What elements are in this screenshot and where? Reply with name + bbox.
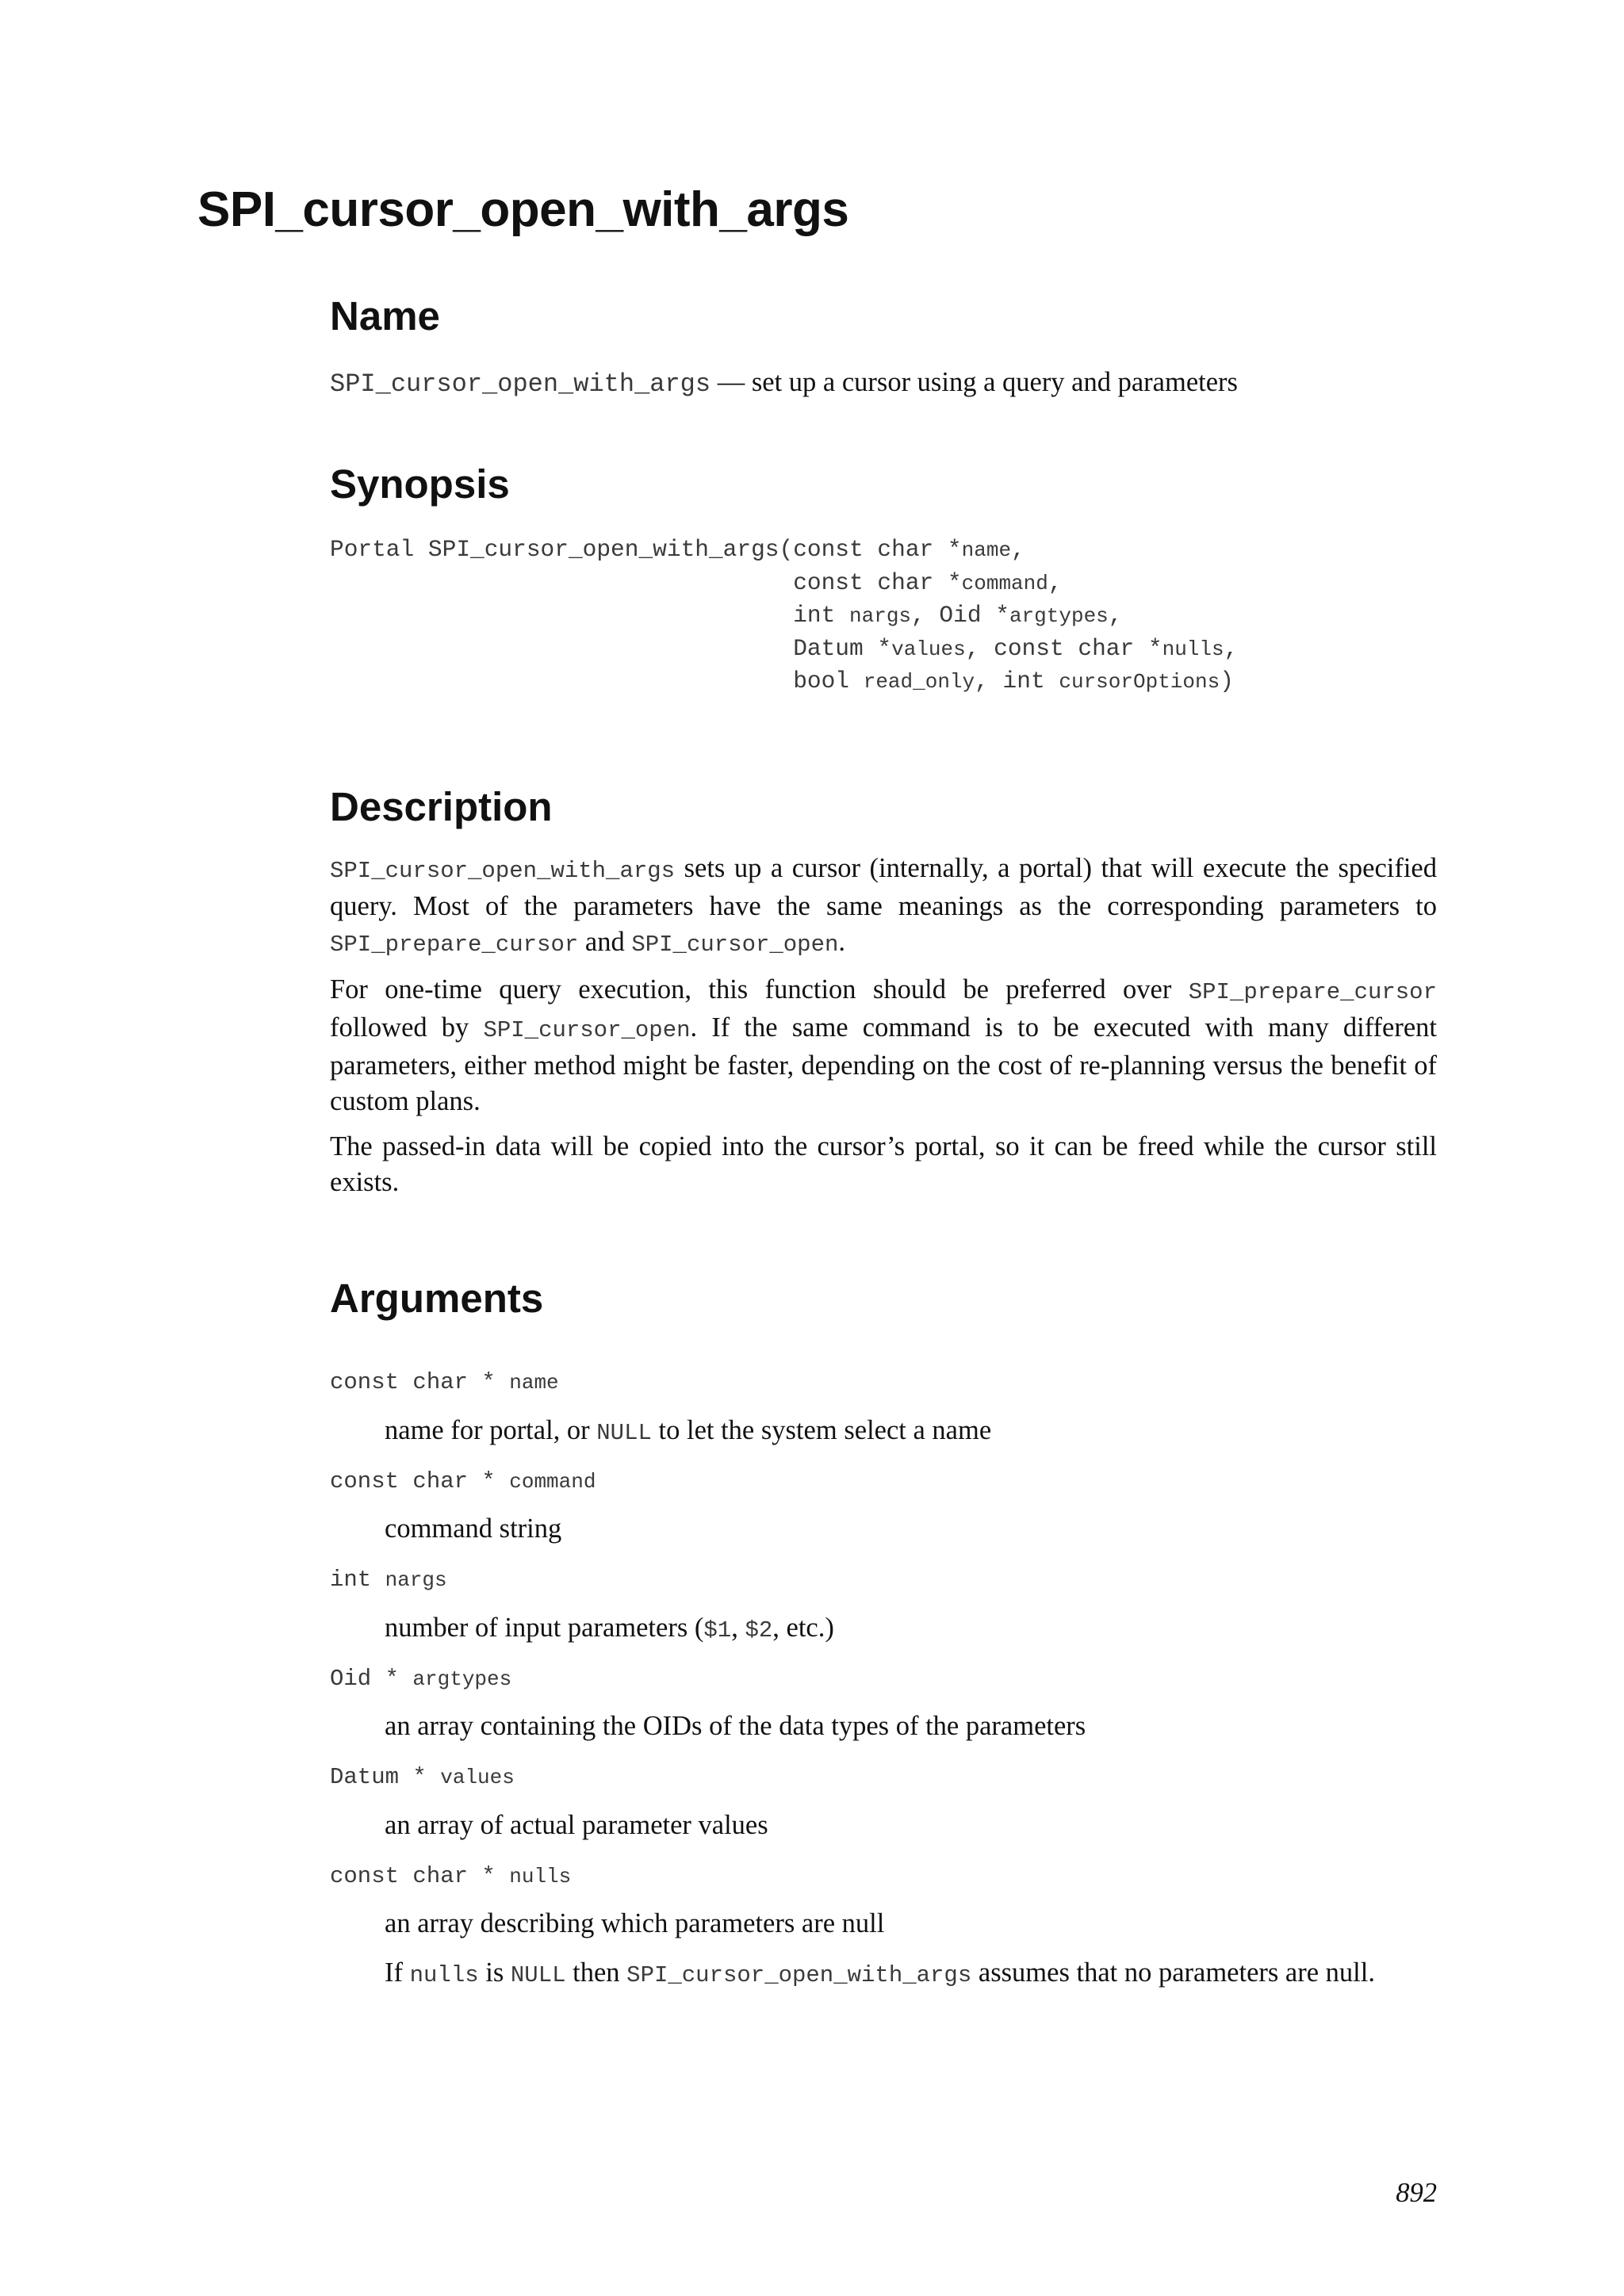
name-heading: Name (330, 293, 440, 339)
synopsis-line: const char *command, (330, 568, 1063, 596)
description-paragraph-3: The passed-in data will be copied into the cursor’s portal, so it can be freed while the cursor still exists. (330, 1131, 1437, 1197)
description-heading: Description (330, 784, 553, 829)
argument-term: int nargs (330, 1567, 447, 1593)
synopsis-line: Datum *values, const char *nulls, (330, 634, 1239, 662)
synopsis-line: Portal SPI_cursor_open_with_args(const char *name, (330, 536, 1025, 563)
argument-description: an array containing the OIDs of the data types of the parameters (385, 1711, 1086, 1741)
argument-term: const char * name (330, 1369, 559, 1395)
name-line (330, 365, 1437, 402)
name-section (330, 292, 1437, 340)
function-summary: — set up a cursor using a query and parameters (710, 367, 1238, 397)
description-paragraph-2: For one-time query execution, this function should be preferred over SPI_prepare_cursor followed by SPI_cursor_open. If the same command is to be executed with many different parameters, either method might be faster, depending on the cost of re-planning versus the benefit of custom plans. (330, 974, 1437, 1116)
synopsis-heading: Synopsis (330, 461, 510, 507)
argument-description: command string (385, 1513, 562, 1544)
arguments-section (330, 1274, 1437, 1322)
argument-term: Oid * argtypes (330, 1666, 512, 1692)
argument-description: an array describing which parameters are null (385, 1908, 885, 1938)
page-number: 892 (1396, 2178, 1437, 2208)
argument-term: Datum * values (330, 1764, 515, 1790)
argument-term: const char * command (330, 1468, 596, 1494)
arguments-heading: Arguments (330, 1276, 544, 1321)
page-title: SPI_cursor_open_with_args (197, 182, 849, 237)
function-name: SPI_cursor_open_with_args (330, 369, 711, 399)
argument-description: an array of actual parameter values (385, 1810, 768, 1840)
synopsis-line: bool read_only, int cursorOptions) (330, 668, 1234, 695)
argument-term: const char * nulls (330, 1863, 572, 1889)
description-paragraph-1: SPI_cursor_open_with_args sets up a cursor (internally, a portal) that will execute the specified query. Most of the parameters have the same meanings as the corresponding parameters to SPI_prepare_cursor and SPI_cursor_open. (330, 853, 1437, 958)
argument-note: If nulls is NULL then SPI_cursor_open_with_args assumes that no parameters are null. (385, 1957, 1375, 1988)
synopsis-line: int nargs, Oid *argtypes, (330, 602, 1123, 629)
argument-description: number of input parameters ($1, $2, etc.) (385, 1613, 834, 1644)
description-section (330, 783, 1437, 831)
synopsis-code (330, 534, 1437, 698)
synopsis-section (330, 460, 1437, 508)
argument-description: name for portal, or NULL to let the system select a name (385, 1415, 992, 1446)
